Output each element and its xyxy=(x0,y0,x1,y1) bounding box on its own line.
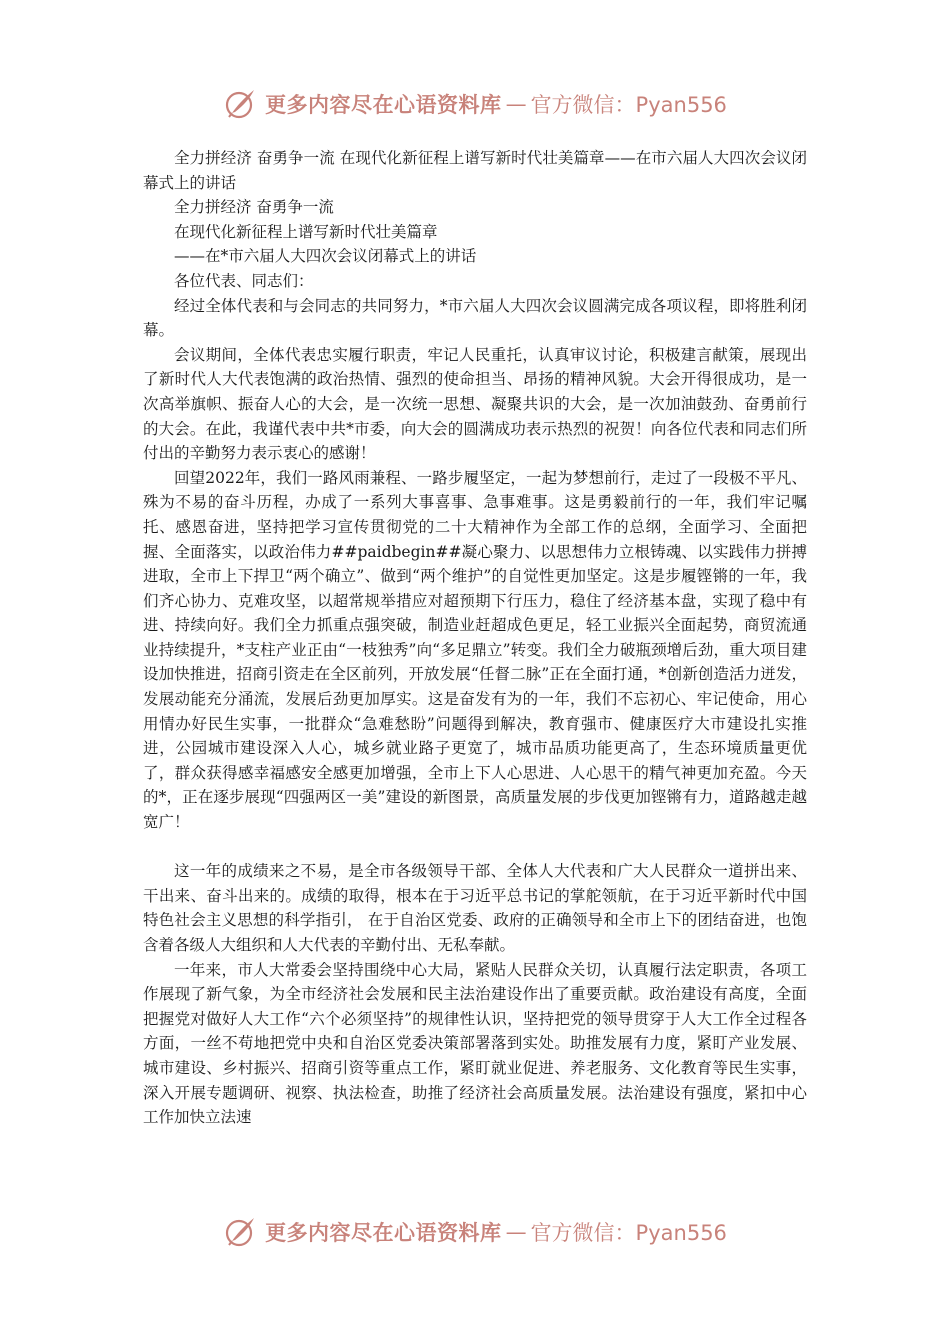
salutation: 各位代表、同志们： xyxy=(174,271,314,290)
watermark-footer xyxy=(0,1212,950,1252)
subtitle-line-3: ——在*市六届人大四次会议闭幕式上的讲话 xyxy=(174,247,477,266)
watermark-brand: 更多内容尽在心语资料库 xyxy=(265,1221,502,1245)
quill-logo-icon xyxy=(223,1214,259,1250)
watermark-brand: 更多内容尽在心语资料库 xyxy=(265,93,502,117)
watermark-contact: 官方微信：Pyan556 xyxy=(530,93,727,117)
body-paragraph: 会议期间，全体代表忠实履行职责，牢记人民重托，认真审议讨论，积极建言献策，展现出了新时代人大代表饱满的政治热情、强烈的使命担当、昂扬的精神风貌。大会开得很成功，是一次高举旗帜、振奋人心的大会，是一次统一思想、凝聚共识的大会，是一次加油鼓劲、奋勇前行的大会。在此，我谨代表中共*市委，向大会的圆满成功表示热烈的祝贺！向各位代表和同志们所付出的辛勤努力表示衷心的感谢！ xyxy=(143,345,807,463)
subtitle-line-2: 在现代化新征程上谱写新时代壮美篇章 xyxy=(174,222,438,241)
watermark-contact: 官方微信：Pyan556 xyxy=(530,1221,727,1245)
watermark-separator: — xyxy=(505,1220,527,1244)
watermark-header xyxy=(0,84,950,124)
body-paragraph: 一年来，市人大常委会坚持围绕中心大局，紧贴人民群众关切，认真履行法定职责，各项工作展现了新气象，为全市经济社会发展和民主法治建设作出了重要贡献。政治建设有高度，全面把握党对做好人大工作“六个必须坚持”的规律性认识，坚持把党的领导贯穿于人大工作全过程各方面，一丝不苟地把党中央和自治区党委决策部署落到实处。助推发展有力度，紧盯产业发展、城市建设、乡村振兴、招商引资等重点工作，紧盯就业促进、养老服务、文化教育等民生实事，深入开展专题调研、视察、执法检查，助推了经济社会高质量发展。法治建设有强度，紧扣中心工作加快立法速 xyxy=(143,960,807,1127)
watermark-separator: — xyxy=(505,92,527,116)
subtitle-line-1: 全力拼经济 奋勇争一流 xyxy=(174,198,334,217)
document-body xyxy=(143,146,807,1130)
body-paragraph: 这一年的成绩来之不易，是全市各级领导干部、全体人大代表和广大人民群众一道拼出来、干出来、奋斗出来的。成绩的取得，根本在于习近平总书记的掌舵领航，在于习近平新时代中国特色社会主义思想的科学指引， 在于自治区党委、政府的正确领导和全市上下的团结奋进，也饱含着各级人大组织和人大代表的辛勤付出、无私奉献。 xyxy=(143,862,807,954)
quill-logo-icon xyxy=(223,86,259,122)
body-paragraph: 回望2022年，我们一路风雨兼程、一路步履坚定，一起为梦想前行，走过了一段极不平凡、殊为不易的奋斗历程，办成了一系列大事喜事、急事难事。这是勇毅前行的一年，我们牢记嘱托、感恩奋进，坚持把学习宣传贯彻党的二十大精神作为全部工作的总纲，全面学习、全面把握、全面落实，以政治伟力##paidbegin##凝心聚力、以思想伟力立根铸魂、以实践伟力拼搏进取，全市上下捍卫“两个确立”、做到“两个维护”的自觉性更加坚定。这是步履铿锵的一年，我们齐心协力、克难攻坚，以超常规举措应对超预期下行压力，稳住了经济基本盘，实现了稳中有进、持续向好。我们全力抓重点强突破，制造业赶超成色更足，轻工业振兴全面起势，商贸流通业持续提升，*支柱产业正由“一枝独秀”向“多足鼎立”转变。我们全力破瓶颈增后劲，重大项目建设加快推进，招商引资走在全区前列，开放发展“任督二脉”正在全面打通，*创新创造活力迸发，发展动能充分涌流，发展后劲更加厚实。这是奋发有为的一年，我们不忘初心、牢记使命，用心用情办好民生实事，一批群众“急难愁盼”问题得到解决，教育强市、健康医疗大市建设扎实推进，公园城市建设深入人心，城乡就业路子更宽了，城市品质功能更高了，生态环境质量更优了，群众获得感幸福感安全感更加增强，全市上下人心思进、人心思干的精气神更加充盈。今天的*，正在逐步展现“四强两区一美”建设的新图景，高质量发展的步伐更加铿锵有力，道路越走越宽广！ xyxy=(143,468,807,832)
title-line: 全力拼经济 奋勇争一流 在现代化新征程上谱写新时代壮美篇章——在市六届人大四次会议闭幕式上的讲话 xyxy=(143,149,807,192)
body-paragraph: 经过全体代表和与会同志的共同努力，*市六届人大四次会议圆满完成各项议程，即将胜利闭幕。 xyxy=(143,296,807,340)
